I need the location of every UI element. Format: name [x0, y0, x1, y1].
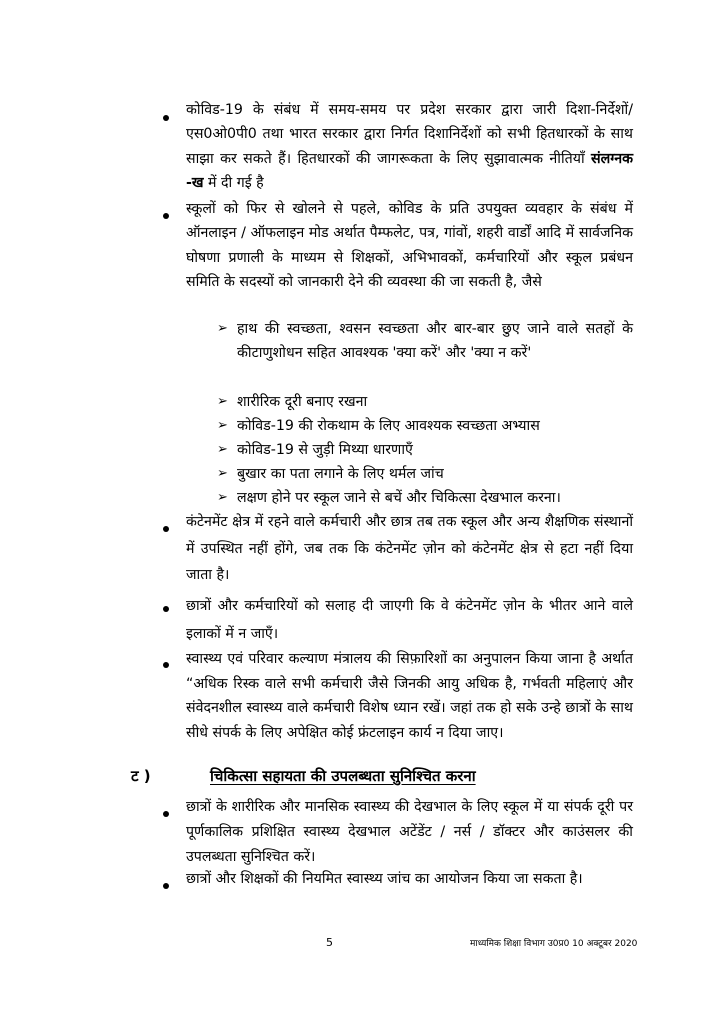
arrow-bullet-icon: ➢ [217, 466, 228, 481]
arrow-bullet-icon: ➢ [217, 418, 228, 433]
bullet-paragraph-2: स्कूलों को फिर से खोलने से पहले, कोविड के प्रति उपयुक्त व्यवहार के संबंध में ऑनलाइन / ऑफलाइन मोड अर्थात पैम्फलेट, पत्र, गांवों, शहरी वार्डों आदि में सार्वजनिक घोषणा प्रणाली के माध्यम से शिक्षकों, अभिभावकों, कर्मचारियों और स्कूल प्रबंधन समिति के सदस्यों को जानकारी देने की व्यवस्था की जा सकती है, जैसे [186, 201, 633, 290]
paragraph-text-end: में दी गई है [203, 174, 264, 191]
bullet-icon [163, 811, 169, 817]
bullet-paragraph-5: स्वास्थ्य एवं परिवार कल्याण मंत्रालय की सिफ़ारिशों का अनुपालन किया जाना है अर्थात “अधिक रिस्क वाले सभी कर्मचारी जैसे जिनकी आयु अधिक है, गर्भवती महिलाएं और संवेदनशील स्वास्थ्य वाले कर्मचारी विशेष ध्यान रखें। जहां तक हो सके उन्हे छात्रों के साथ सीधे संपर्क के लिए अपेक्षित कोई फ्रंटलाइन कार्य न दिया जाए। [186, 651, 633, 741]
bullet-icon [163, 883, 169, 889]
sub-item-4: कोविड-19 से जुड़ी मिथ्या धारणाएँ [237, 442, 413, 458]
bullet-paragraph-6: छात्रों के शारीरिक और मानसिक स्वास्थ्य की देखभाल के लिए स्कूल में या संपर्क दूरी पर पूर्णकालिक प्रशिक्षित स्वास्थ्य देखभाल अटेंडेंट / नर्स / डॉक्टर और काउंसलर की उपलब्धता सुनिश्चित करें। [186, 799, 633, 865]
sub-item-5: बुखार का पता लगाने के लिए थर्मल जांच [237, 466, 444, 482]
bullet-icon [163, 606, 169, 612]
arrow-bullet-icon: ➢ [217, 490, 228, 505]
bullet-icon [163, 115, 169, 121]
page-number: 5 [326, 936, 333, 949]
bullet-paragraph-1 [186, 98, 633, 195]
sub-item-3: कोविड-19 की रोकथाम के लिए आवश्यक स्वच्छता अभ्यास [237, 418, 540, 434]
bullet-paragraph-3: कंटेनमेंट क्षेत्र में रहने वाले कर्मचारी और छात्र तब तक स्कूल और अन्य शैक्षणिक संस्थानों में उपस्थित नहीं होंगे, जब तक कि कंटेनमेंट ज़ोन को कंटेनमेंट क्षेत्र से हटा नहीं दिया जाता है। [186, 514, 633, 583]
section-letter: ट ) [131, 767, 151, 785]
bullet-icon [163, 526, 169, 532]
paragraph-text: कोविड-19 के संबंध में समय-समय पर प्रदेश सरकार द्वारा जारी दिशा-निर्देशों/एस0ओ0पी0 तथा भारत सरकार द्वारा निर्गत दिशानिर्देशों को सभी हितधारकों के साथ साझा कर सकते हैं। हितधारकों की जागरूकता के लिए सुझावात्मक नीतियाँ [186, 102, 633, 167]
bullet-icon [163, 662, 169, 668]
arrow-bullet-icon: ➢ [217, 394, 228, 409]
sub-item-6: लक्षण होने पर स्कूल जाने से बचें और चिकित्सा देखभाल करना। [237, 490, 561, 506]
section-title: चिकित्सा सहायता की उपलब्धता सुनिश्चित करना [210, 767, 476, 785]
footer-note: माध्यमिक शिक्षा विभाग उ0प्र0 10 अक्टूबर 2020 [470, 939, 638, 949]
bullet-icon [163, 213, 169, 219]
sub-item-1: हाथ की स्वच्छता, श्वसन स्वच्छता और बार-बार छुए जाने वाले सतहों के कीटाणुशोधन सहित आवश्यक 'क्या करें' और 'क्या न करें' [237, 321, 633, 362]
arrow-bullet-icon: ➢ [217, 442, 228, 457]
sub-item-2: शारीरिक दूरी बनाए रखना [237, 394, 368, 410]
bullet-paragraph-7: छात्रों और शिक्षकों की नियमित स्वास्थ्य जांच का आयोजन किया जा सकता है। [186, 871, 583, 887]
arrow-bullet-icon: ➢ [217, 321, 228, 336]
annexure-reference: संलग्नक -ख [186, 150, 633, 191]
bullet-paragraph-4: छात्रों और कर्मचारियों को सलाह दी जाएगी कि वे कंटेनमेंट ज़ोन के भीतर आने वाले इलाकों में न जाएँ। [186, 598, 633, 642]
